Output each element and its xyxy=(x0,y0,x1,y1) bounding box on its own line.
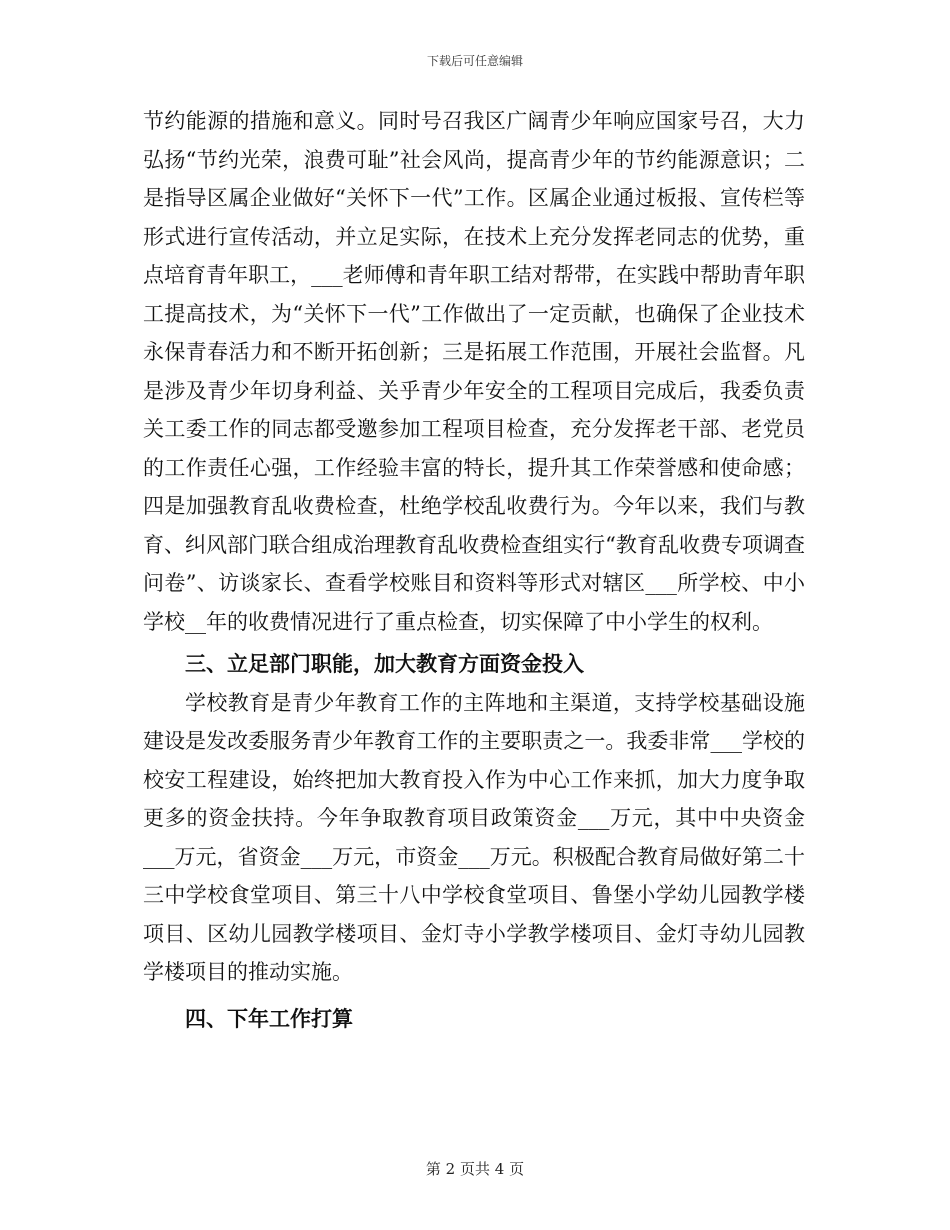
document-body xyxy=(143,102,805,1038)
section-heading-4: 四、下年工作打算 xyxy=(185,1006,353,1031)
page-header: 下载后可任意编辑 xyxy=(426,54,523,68)
paragraph-continuation: 节约能源的措施和意义。同时号召我区广阔青少年响应国家号召，大力弘扬“节约光荣，浪费可耻”社会风尚，提高青少年的节约能源意识；二是指导区属企业做好“关怀下一代”工作。区属企业通过板报、宣传栏等形式进行宣传活动，并立足实际，在技术上充分发挥老同志的优势，重点培育青年职工，___老师傅和青年职工结对帮带，在实践中帮助青年职工提高技术，为“关怀下一代”工作做出了一定贡献，也确保了企业技术永保青春活力和不断开拓创新；三是拓展工作范围，开展社会监督。凡是涉及青少年切身利益、关乎青少年安全的工程项目完成后，我委负责关工委工作的同志都受邀参加工程项目检查，充分发挥老干部、老党员的工作责任心强，工作经验丰富的特长，提升其工作荣誉感和使命感；四是加强教育乱收费检查，杜绝学校乱收费行为。今年以来，我们与教育、纠风部门联合组成治理教育乱收费检查组实行“教育乱收费专项调查问卷”、访谈家长、查看学校账目和资料等形式对辖区___所学校、中小学校__年的收费情况进行了重点检查，切实保障了中小学生的权利。 xyxy=(143,109,805,634)
section-heading-3: 三、立足部门职能，加大教育方面资金投入 xyxy=(185,652,584,676)
page-footer: 第 2 页共 4 页 xyxy=(425,1160,525,1178)
paragraph-section-3: 学校教育是青少年教育工作的主阵地和主渠道，支持学校基础设施建设是发改委服务青少年教育工作的主要职责之一。我委非常___学校的校安工程建设，始终把加大教育投入作为中心工作来抓，加大力度争取更多的资金扶持。今年争取教育项目政策资金___万元，其中中央资金___万元，省资金___万元，市资金___万元。积极配合教育局做好第二十三中学校食堂项目、第三十八中学校食堂项目、鲁堡小学幼儿园教学楼项目、区幼儿园教学楼项目、金灯寺小学教学楼项目、金灯寺幼儿园教学楼项目的推动实施。 xyxy=(143,690,805,984)
